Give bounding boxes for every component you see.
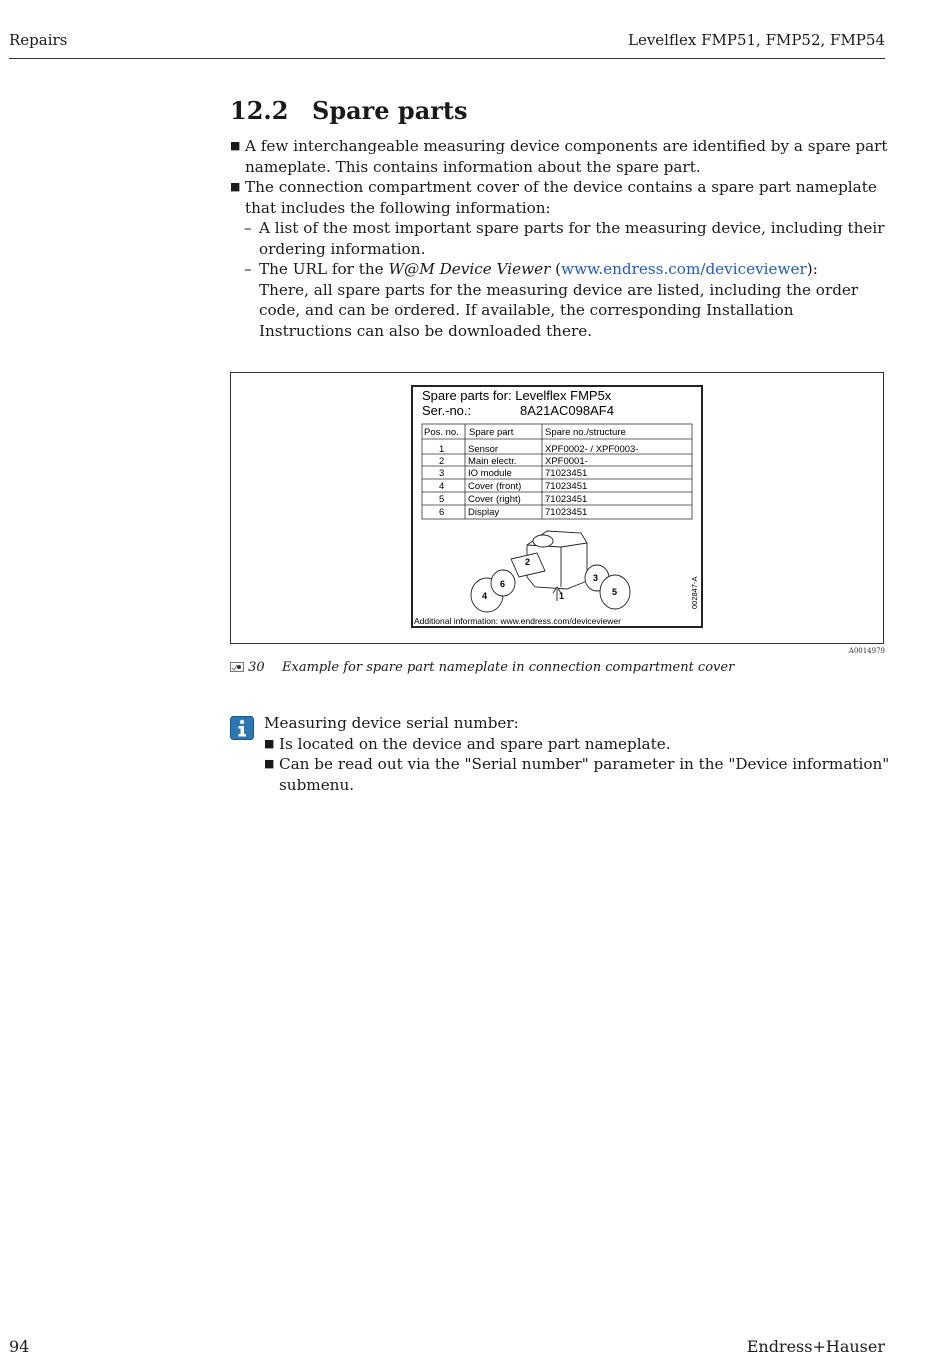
table-cell-part: Display [468,507,500,518]
note-bullet-text: Can be read out via the "Serial number" parameter in the "Device information" submenu. [279,755,890,794]
bullet-item [230,177,890,218]
table-cell-pos: 2 [439,456,445,467]
table-header-pos: Pos. no. [424,427,459,438]
figure-code: A0014979 [848,647,885,655]
drawing-label: 2 [525,557,531,567]
section-body [230,136,890,341]
figure-icon [230,662,244,672]
table-cell-number: 71023451 [545,494,588,505]
nameplate-footer: Additional information: www.endress.com/deviceviewer [414,616,621,626]
bullet-text: A few interchangeable measuring device components are identified by a spare part nameplate. This contains information about the spare part. [245,137,888,176]
figure-caption-text: Example for spare part nameplate in connection compartment cover [282,660,735,675]
table-cell-pos: 4 [439,481,445,492]
table-header-part: Spare part [469,427,514,438]
device-viewer-name: W@M Device Viewer [388,260,551,278]
dash-text-continuation: There, all spare parts for the measuring device are listed, including the order code, and can be ordered. If available, the corresponding Installation Instructions can also be downloaded there. [259,280,859,340]
footer-brand: Endress+Hauser [746,1337,885,1356]
info-note-text [264,713,904,795]
figure-number: 30 [248,660,265,675]
note-bullet-item [264,754,904,795]
table-cell-part: Main electr. [468,456,517,467]
table-cell-part: Sensor [468,444,499,455]
nameplate-title: Spare parts for: Levelflex FMP5x [422,388,612,403]
table-cell-pos: 5 [439,494,445,505]
table-cell-part: Cover (front) [468,481,522,492]
paren-close: ): [806,260,818,278]
header-rule [9,58,885,59]
nameplate-illustration [231,373,883,643]
drawing-label: 3 [593,573,599,583]
drawing-label: 4 [482,591,488,601]
note-bullet-item [264,734,904,755]
device-viewer-link[interactable]: www.endress.com/deviceviewer [561,260,807,278]
square-bullet-icon: ■ [264,736,275,750]
section-number: 12.2 [230,96,289,125]
nameplate-serial-value: 8A21AC098AF4 [520,403,614,418]
table-cell-number: XPF0002- / XPF0003- [545,444,639,455]
table-cell-part: Cover (right) [468,494,521,505]
bullet-item [230,136,890,177]
figure-number-wrap [230,660,282,675]
drawing-label: 1 [559,591,565,601]
table-cell-pos: 3 [439,468,445,479]
table-cell-number: 71023451 [545,481,588,492]
table-cell-pos: 1 [439,444,445,455]
table-cell-number: 71023451 [545,468,588,479]
square-bullet-icon: ■ [230,180,241,193]
dash-text-prefix: The URL for the [259,260,389,278]
bullet-text: The connection compartment cover of the device contains a spare part nameplate that includes the following information: [245,178,877,217]
table-header-number: Spare no./structure [545,427,626,438]
page-number: 94 [9,1337,30,1356]
dash-item [230,259,890,341]
drawing-label: 5 [612,587,618,597]
dash-text: A list of the most important spare parts for the measuring device, including their ordering information. [259,219,885,258]
header-section-name: Repairs [9,31,68,49]
square-bullet-icon: ■ [230,139,241,152]
table-cell-pos: 6 [439,507,445,518]
table-cell-part: IO module [468,468,512,479]
header-product-name: Levelflex FMP51, FMP52, FMP54 [627,31,885,49]
dash-bullet-icon: – [244,219,252,237]
dash-item [230,218,890,259]
figure-caption [230,660,734,675]
square-bullet-icon: ■ [264,757,275,770]
table-cell-number: 71023451 [545,507,588,518]
info-icon [230,716,254,740]
dash-bullet-icon: – [244,260,252,278]
nameplate-serial-label: Ser.-no.: [422,403,472,418]
drawing-code: 002847-A [690,576,699,609]
paren-open: ( [550,260,562,278]
drawing-label: 6 [500,579,506,589]
figure-frame [230,372,884,644]
info-note-intro: Measuring device serial number: [264,714,519,732]
note-bullet-text: Is located on the device and spare part nameplate. [279,734,671,753]
section-heading [230,96,468,125]
table-cell-number: XPF0001- [545,456,588,467]
section-title: Spare parts [312,96,468,125]
